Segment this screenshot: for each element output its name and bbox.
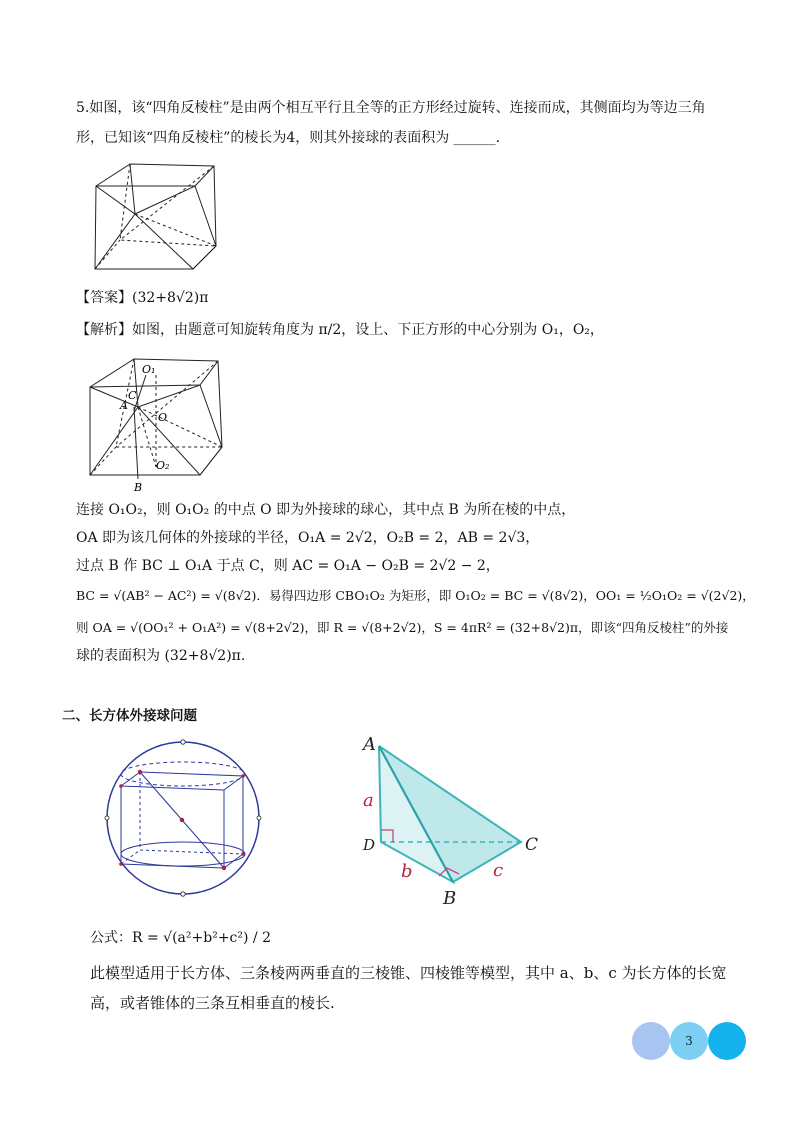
tetra-label-A: A: [363, 734, 376, 755]
antiprism-figure: [90, 160, 225, 275]
tetra-label-c: c: [493, 860, 504, 881]
answer-label: 【答案】: [76, 290, 132, 306]
description-line-1: 此模型适用于长方体、三条棱两两垂直的三棱锥、四棱锥等模型，其中 a、b、c 为长方体的长宽: [90, 964, 727, 982]
analysis-line-3: OA 即为该几何体的外接球的半径，O₁A = 2√2，O₂B = 2，AB = 2√3，: [76, 530, 540, 546]
tetra-label-a: a: [363, 790, 374, 811]
analysis-line-2: 连接 O₁O₂，则 O₁O₂ 的中点 O 即为外接球的球心，其中点 B 为所在棱的中点，: [76, 502, 576, 518]
problem-line-2: 形，已知该“四角反棱柱”的棱长为4，则其外接球的表面积为 ______.: [76, 130, 501, 146]
analysis-line-1: [76, 320, 604, 340]
tetrahedron-figure: [355, 730, 555, 910]
answer-line: [76, 288, 208, 308]
tetra-label-C: C: [525, 835, 539, 855]
page-dot-left: [632, 1022, 670, 1060]
label-B: B: [134, 481, 143, 494]
analysis-line-4: 过点 B 作 BC ⊥ O₁A 于点 C，则 AC = O₁A − O₂B = 2√2 − 2，: [76, 558, 500, 574]
tetra-label-b: b: [401, 861, 413, 882]
analysis-line-7: 球的表面积为 (32+8√2)π.: [76, 648, 246, 664]
page-number-badge: [632, 1022, 748, 1062]
label-O: O: [158, 411, 168, 424]
label-O1: O₁: [142, 363, 156, 376]
tetra-label-B: B: [443, 888, 457, 909]
label-A: A: [120, 399, 128, 412]
problem-line-1: 5.如图，该“四角反棱柱”是由两个相互平行且全等的正方形经过旋转、连接而成，其侧面均为等边三角: [76, 100, 706, 116]
antiprism-labeled-figure: [86, 355, 236, 495]
page-number: 3: [670, 1022, 708, 1060]
tetra-label-D: D: [363, 836, 376, 854]
analysis-line-6: 则 OA = √(OO₁² + O₁A²) = √(8+2√2)，即 R = √(8+2√2)，S = 4πR² = (32+8√2)π，即该“四角反棱柱”的外接: [76, 620, 729, 635]
formula: 公式：R = √(a²+b²+c²) / 2: [90, 930, 271, 946]
sphere-prism-figure: [100, 738, 270, 903]
label-O2: O₂: [156, 459, 170, 472]
page-dot-right: [708, 1022, 746, 1060]
analysis-line-5: BC = √(AB² − AC²) = √(8√2)．易得四边形 CBO₁O₂ 为矩形，即 O₁O₂ = BC = √(8√2)，OO₁ = ½O₁O₂ = √(2√2)，: [76, 588, 755, 603]
analysis-label: 【解析】: [76, 322, 132, 338]
section-title: 二、长方体外接球问题: [62, 708, 197, 724]
analysis-text-1: 如图，由题意可知旋转角度为 π/2，设上、下正方形的中心分别为 O₁，O₂，: [132, 322, 604, 338]
description-line-2: 高，或者锥体的三条互相垂直的棱长.: [90, 994, 335, 1012]
label-C: C: [128, 389, 137, 402]
answer-value: (32+8√2)π: [132, 290, 209, 306]
